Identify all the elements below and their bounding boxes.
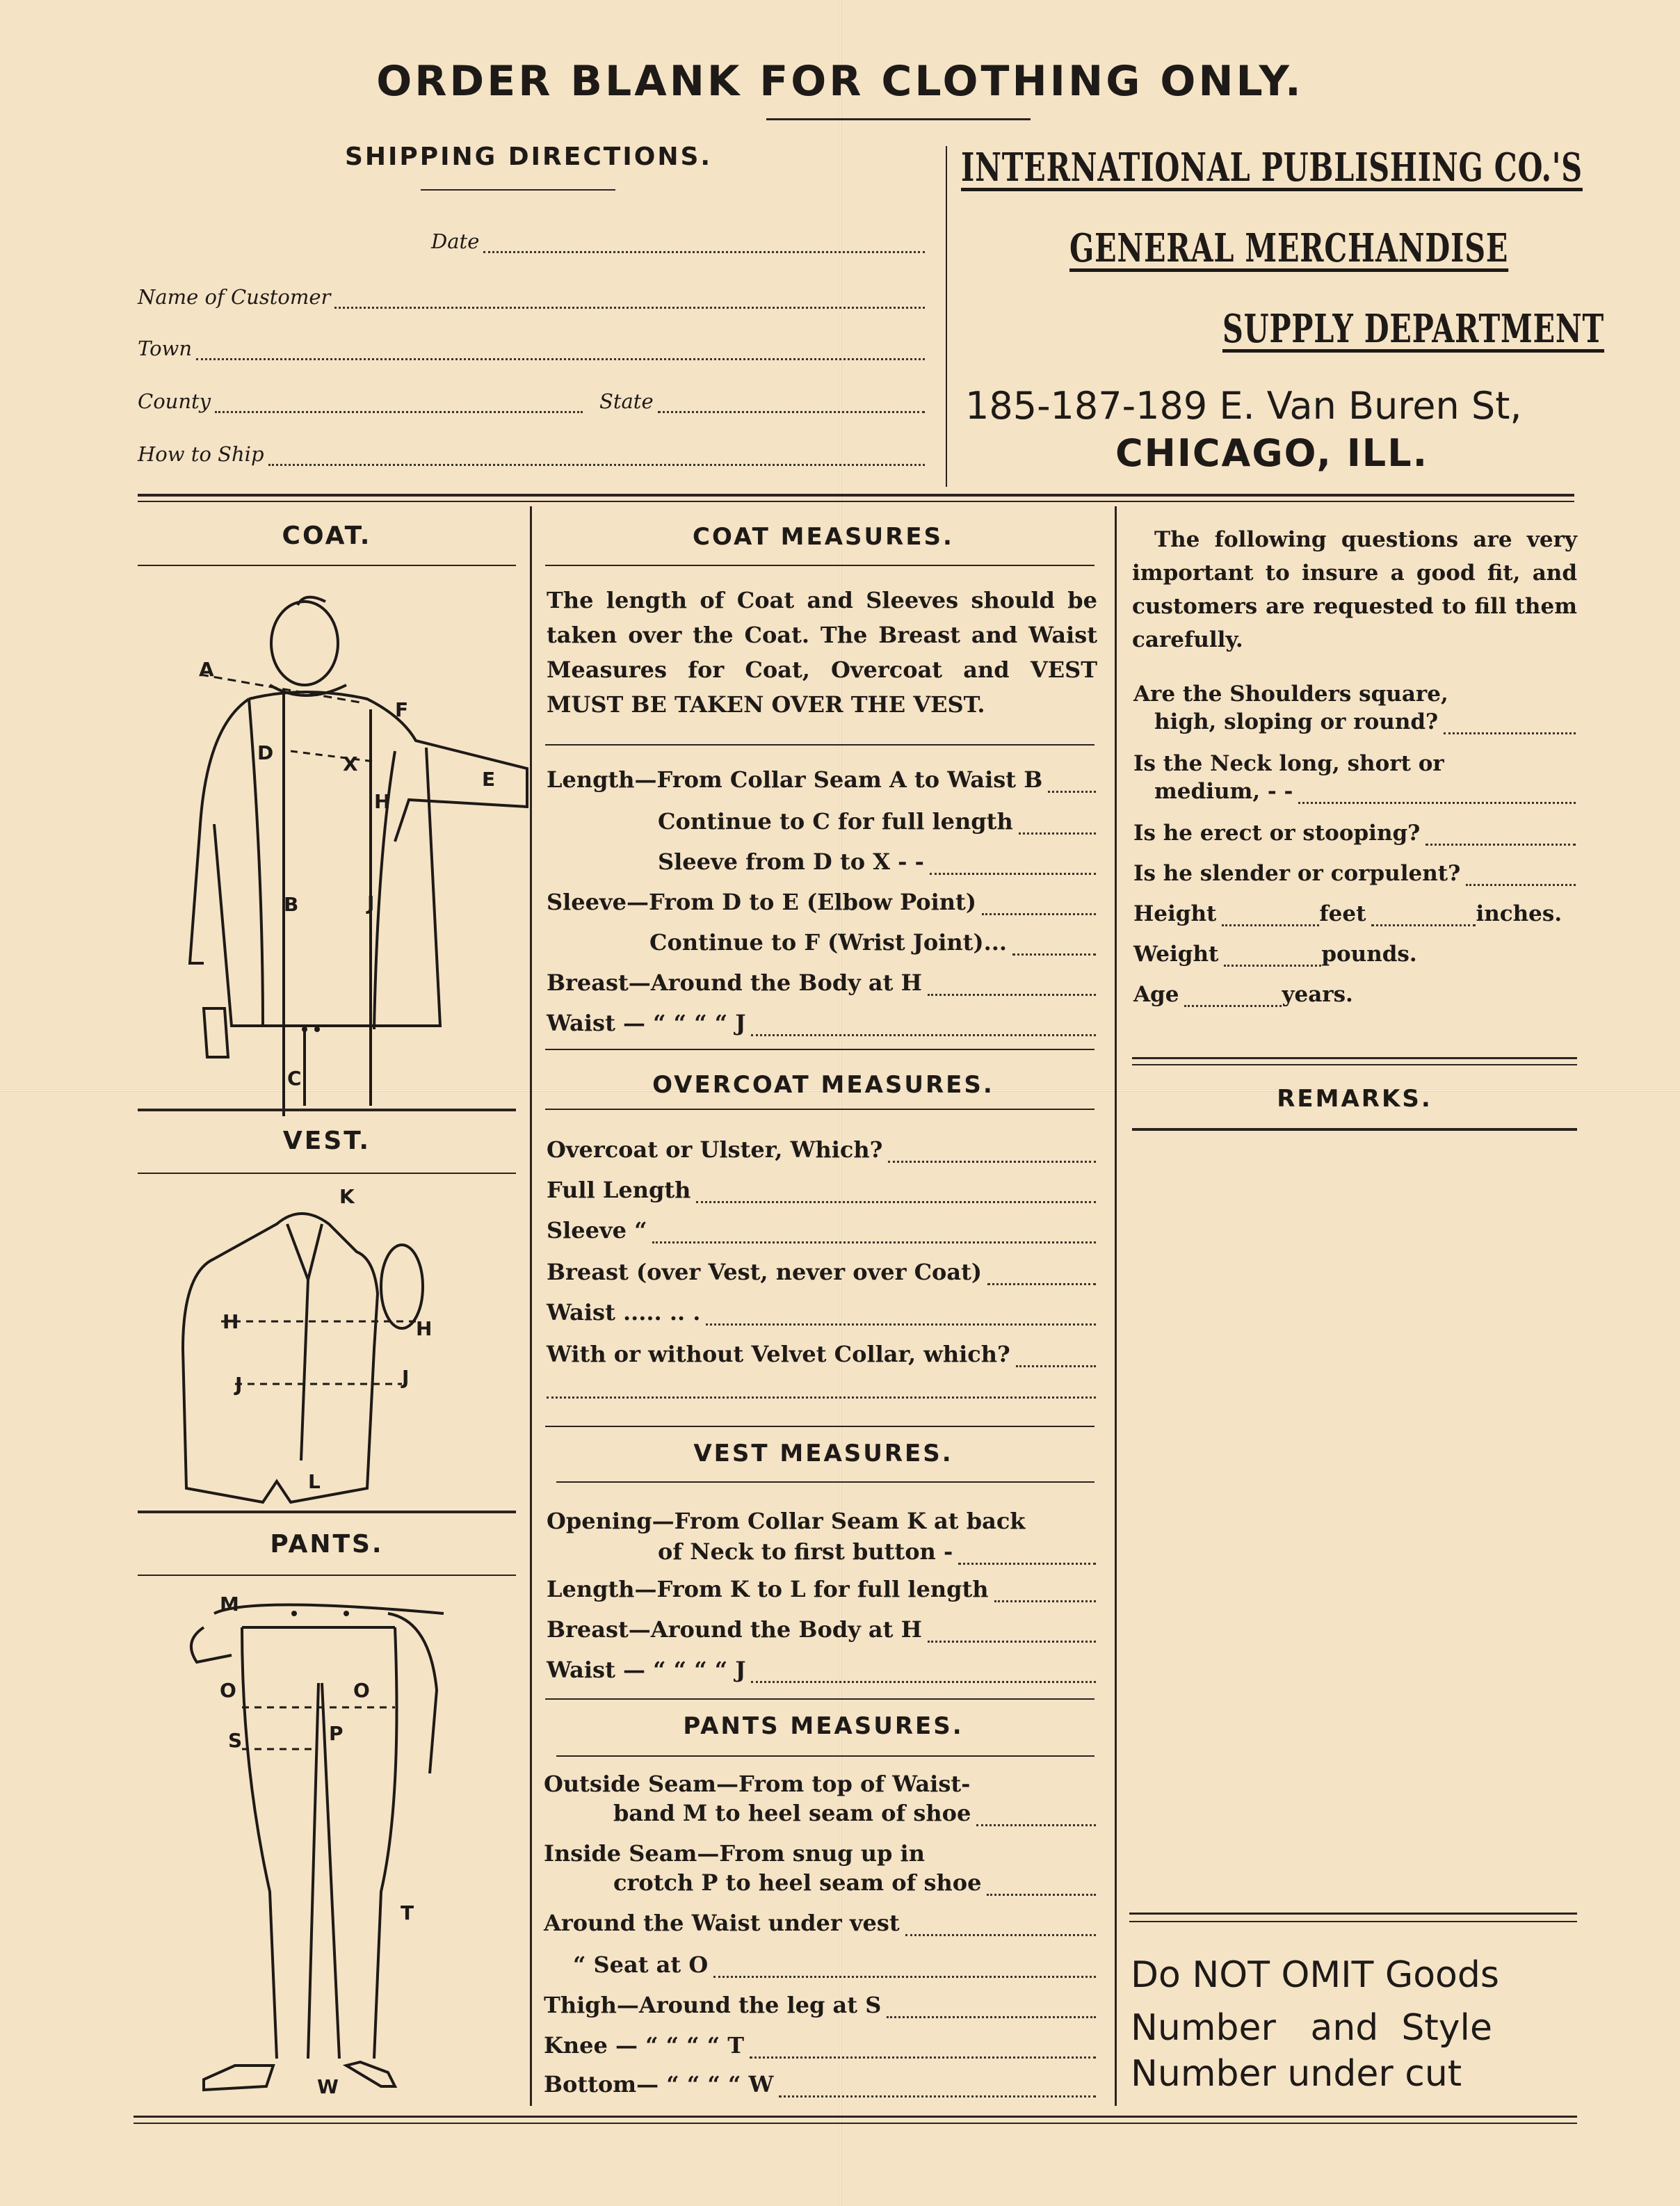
vest-label-j-left: J: [235, 1373, 243, 1396]
notice-line-1: Do NOT OMIT Goods: [1131, 1954, 1499, 1996]
header-rule-top: [138, 494, 1574, 497]
coat-label-b: B: [284, 893, 299, 916]
weight-row[interactable]: Weight pounds.: [1133, 942, 1417, 967]
neck-question-2[interactable]: medium, - -: [1154, 779, 1576, 804]
vest-opening-row: Opening—From Collar Seam K at back: [547, 1508, 1026, 1534]
title-underline: [766, 118, 1031, 120]
pants-label-o-left: O: [220, 1679, 236, 1702]
coat-label-x: X: [343, 752, 358, 775]
coat-waist-row[interactable]: Waist — “ “ “ “ J: [547, 1010, 1096, 1036]
vest-measures-heading: VEST MEASURES.: [693, 1440, 953, 1467]
vest-label-k: K: [339, 1185, 355, 1208]
notice-top-rule-1: [1129, 1913, 1577, 1915]
coat-measures-heading: COAT MEASURES.: [693, 523, 954, 551]
vest-heading: VEST.: [282, 1127, 371, 1155]
pants-diagram: [138, 1586, 516, 2100]
pants-inside-seam-row-2[interactable]: crotch P to heel seam of shoe: [613, 1869, 1096, 1896]
pants-heading: PANTS.: [270, 1530, 384, 1559]
coat-breast-row[interactable]: Breast—Around the Body at H: [547, 969, 1096, 996]
overcoat-extra-row[interactable]: [547, 1381, 1096, 1399]
how-to-ship-field[interactable]: [138, 442, 925, 466]
date-field[interactable]: [431, 230, 925, 253]
coat-label-h: H: [374, 790, 391, 813]
header-rule-bottom: [138, 501, 1574, 502]
pants-outside-seam-row: Outside Seam—From top of Waist-: [544, 1771, 971, 1797]
vest-measures-heading-rule: [556, 1481, 1095, 1483]
pants-heading-rule: [138, 1575, 516, 1576]
coat-measures-intro: The length of Coat and Sleeves should be taken over the Coat. The Breast and Waist Measures for Coat, Overcoat and VEST MUST BE TAKEN OVER THE VEST.: [547, 587, 1097, 718]
company-department-1: GENERAL MERCHANDISE: [1069, 225, 1509, 271]
remarks-top-rule-2: [1132, 1064, 1577, 1065]
vest-label-j-right: J: [402, 1366, 410, 1389]
pants-measures-heading: PANTS MEASURES.: [683, 1712, 964, 1740]
vest-breast-row[interactable]: Breast—Around the Body at H: [547, 1616, 1096, 1643]
vest-label-l: L: [308, 1470, 321, 1493]
pants-label-w: W: [317, 2075, 339, 2098]
pants-label-t: T: [401, 1901, 414, 1924]
coat-measures-heading-rule: [545, 565, 1095, 566]
questions-intro: The following questions are very important to insure a good fit, and customers are requested to fill them carefully.: [1132, 527, 1577, 652]
pants-label-o-right: O: [353, 1679, 370, 1702]
vest-label-h-left: H: [223, 1310, 239, 1333]
coat-diagram: [138, 577, 516, 1099]
pants-label-p: P: [329, 1722, 344, 1745]
coat-label-f: F: [395, 698, 409, 721]
customer-name-label: Name of Customer: [138, 285, 331, 309]
neck-question-1: Is the Neck long, short or: [1133, 751, 1444, 776]
coat-section-rule: [138, 1109, 516, 1111]
vest-waist-row[interactable]: Waist — “ “ “ “ J: [547, 1657, 1096, 1683]
shoulders-question-2[interactable]: high, sloping or round?: [1154, 709, 1576, 734]
coat-length-row[interactable]: Length—From Collar Seam A to Waist B: [547, 766, 1096, 793]
vest-measures-top-rule: [545, 1426, 1095, 1427]
vest-section-rule: [138, 1511, 516, 1513]
coat-label-e: E: [482, 768, 496, 791]
notice-top-rule-2: [1129, 1921, 1577, 1922]
overcoat-waist-row[interactable]: Waist ..... .. .: [547, 1299, 1096, 1326]
pants-label-s: S: [228, 1729, 243, 1752]
header-divider: [946, 146, 947, 487]
pants-knee-row[interactable]: Knee — “ “ “ “ T: [544, 2032, 1096, 2059]
shipping-heading: SHIPPING DIRECTIONS.: [344, 143, 713, 171]
bottom-rule-1: [134, 2116, 1577, 2118]
coat-sleeve-de-row[interactable]: Sleeve—From D to E (Elbow Point): [547, 889, 1096, 915]
column-divider-left: [530, 506, 532, 2106]
notice-line-2: Number and Style: [1131, 2007, 1492, 2049]
remarks-heading: REMARKS.: [1277, 1085, 1432, 1113]
pants-label-m: M: [220, 1593, 239, 1616]
coat-wrist-row[interactable]: Continue to F (Wrist Joint)...: [649, 929, 1096, 956]
overcoat-breast-row[interactable]: Breast (over Vest, never over Coat): [547, 1259, 1096, 1285]
shoulders-question-1: Are the Shoulders square,: [1133, 682, 1448, 707]
overcoat-which-row[interactable]: Overcoat or Ulster, Which?: [547, 1136, 1096, 1163]
coat-label-j: J: [367, 892, 375, 915]
vest-length-row[interactable]: Length—From K to L for full length: [547, 1576, 1096, 1602]
notice-line-3: Number under cut: [1131, 2053, 1462, 2095]
column-divider-right: [1115, 506, 1117, 2106]
posture-question[interactable]: Is he erect or stooping?: [1133, 821, 1576, 846]
vest-diagram: [138, 1182, 516, 1495]
shipping-heading-rule: [421, 189, 615, 191]
state-label: State: [599, 389, 654, 413]
overcoat-velvet-collar-row[interactable]: With or without Velvet Collar, which?: [547, 1341, 1096, 1367]
pants-inside-seam-row: Inside Seam—From snug up in: [544, 1840, 925, 1867]
company-address: 185-187-189 E. Van Buren St,: [965, 384, 1522, 428]
page-title: ORDER BLANK FOR CLOTHING ONLY.: [376, 57, 1304, 106]
vest-label-h-right: H: [416, 1317, 433, 1340]
overcoat-sleeve-row[interactable]: Sleeve “: [547, 1217, 1096, 1243]
overcoat-top-rule: [545, 1049, 1095, 1050]
bottom-rule-2: [134, 2123, 1577, 2124]
age-row[interactable]: Age years.: [1133, 982, 1353, 1007]
coat-label-d: D: [257, 741, 274, 764]
remarks-heading-rule: [1132, 1128, 1577, 1131]
coat-intro-rule: [545, 744, 1095, 746]
build-question[interactable]: Is he slender or corpulent?: [1133, 861, 1576, 886]
vest-heading-rule: [138, 1173, 516, 1174]
county-field[interactable]: [138, 389, 583, 413]
coat-heading: COAT.: [282, 522, 372, 550]
town-label: Town: [138, 337, 193, 360]
overcoat-heading-rule: [545, 1109, 1095, 1110]
town-field[interactable]: [138, 337, 925, 360]
company-city: CHICAGO, ILL.: [1115, 431, 1429, 475]
height-row[interactable]: Height feet inches.: [1133, 901, 1562, 926]
vest-opening-row-2[interactable]: of Neck to first button -: [658, 1538, 1096, 1565]
pants-measures-top-rule: [545, 1698, 1095, 1700]
remarks-top-rule-1: [1132, 1057, 1577, 1059]
state-field[interactable]: [599, 389, 925, 413]
overcoat-measures-heading: OVERCOAT MEASURES.: [652, 1071, 994, 1099]
coat-label-c: C: [287, 1067, 302, 1090]
date-label: Date: [431, 230, 480, 253]
coat-label-a: A: [199, 658, 214, 681]
pants-bottom-row[interactable]: Bottom— “ “ “ “ W: [544, 2071, 1096, 2098]
company-name: INTERNATIONAL PUBLISHING CO.'S: [961, 145, 1583, 191]
coat-sleeve-dx-row[interactable]: Sleeve from D to X - -: [658, 848, 1096, 875]
company-department-2: SUPPLY DEPARTMENT: [1222, 306, 1605, 352]
pants-measures-heading-rule: [556, 1755, 1095, 1757]
pants-waist-row[interactable]: Around the Waist under vest: [544, 1910, 1096, 1936]
overcoat-full-length-row[interactable]: Full Length: [547, 1177, 1096, 1203]
pants-outside-seam-row-2[interactable]: band M to heel seam of shoe: [613, 1800, 1096, 1826]
coat-full-length-row[interactable]: Continue to C for full length: [658, 808, 1096, 835]
how-to-ship-label: How to Ship: [138, 442, 264, 466]
county-label: County: [138, 389, 211, 413]
customer-name-field[interactable]: [138, 285, 925, 309]
remarks-area[interactable]: [1132, 1134, 1577, 1906]
pants-seat-row[interactable]: “ Seat at O: [573, 1951, 1096, 1978]
pants-thigh-row[interactable]: Thigh—Around the leg at S: [544, 1992, 1096, 2018]
coat-heading-rule: [138, 565, 516, 566]
